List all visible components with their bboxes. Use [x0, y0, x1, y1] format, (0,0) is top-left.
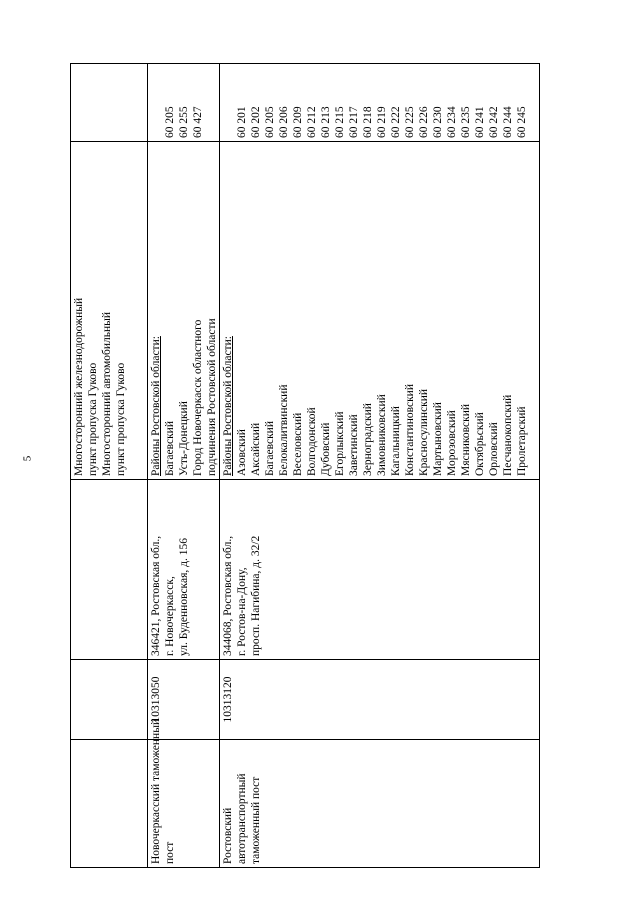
checkpoints-cell	[71, 142, 147, 480]
okato-code: 60 215	[334, 106, 346, 138]
okato-cell	[220, 62, 539, 142]
okato-code: 60 235	[460, 106, 472, 138]
address-cell	[220, 480, 539, 660]
table-row	[219, 63, 540, 868]
region-item: Песчанокопский	[502, 394, 514, 476]
okato-code: 60 206	[278, 106, 290, 138]
okato-code: 60 225	[404, 106, 416, 138]
post-name-cell	[220, 740, 539, 867]
region-item: Зимовниковский	[376, 394, 388, 476]
address-line: просп. Нагибина, д. 32/2	[250, 535, 262, 656]
region-item: Багаевский	[164, 421, 176, 476]
code-cell	[71, 660, 147, 740]
okato-code: 60 241	[474, 106, 486, 138]
table-container	[70, 63, 540, 868]
okato-code: 60 230	[432, 106, 444, 138]
region-item: Мартыновский	[432, 402, 444, 476]
region-item: Город Новочеркасск областного	[192, 319, 204, 476]
post-name-line: пост	[164, 841, 176, 864]
okato-code: 60 222	[390, 106, 402, 138]
region-item: Аксайский	[250, 422, 262, 476]
post-name-line: Ростовский	[222, 807, 234, 864]
region-item: Зерноградский	[362, 403, 374, 476]
region-item: Дубовский	[320, 422, 332, 476]
post-code: 10313050	[150, 676, 162, 723]
region-item: Мясниковский	[460, 403, 472, 476]
okato-code: 60 245	[516, 106, 528, 138]
post-name-cell	[71, 740, 147, 867]
okato-code: 60 242	[488, 106, 500, 138]
code-cell	[220, 660, 539, 740]
checkpoint-line: пункт пропуска Гуково	[115, 362, 127, 476]
region-item: Егорлыкский	[334, 411, 346, 476]
page-number: 5	[21, 455, 34, 462]
regions-cell	[148, 142, 219, 480]
okato-code: 60 201	[236, 106, 248, 138]
okato-code: 60 427	[192, 106, 204, 138]
region-item: Азовский	[236, 429, 248, 476]
code-cell	[148, 660, 219, 740]
checkpoint-line: Многосторонний автомобильный	[101, 311, 113, 476]
regions-header: Районы Ростовской области:	[150, 336, 162, 476]
region-item: Октябрьский	[474, 412, 486, 476]
region-item: Орловский	[488, 422, 500, 476]
checkpoint-line: пункт пропуска Гуково	[87, 362, 99, 476]
post-name-line: автотранспортный	[236, 773, 248, 864]
region-item: Багаевский	[264, 421, 276, 476]
okato-code: 60 234	[446, 106, 458, 138]
checkpoint-line: Многосторонний железнодорожный	[73, 297, 85, 476]
okato-code: 60 226	[418, 106, 430, 138]
table-row	[70, 63, 147, 868]
region-item: Волгодонской	[306, 407, 318, 476]
region-item: Красносулинский	[418, 388, 430, 476]
address-line: г. Ростов-на-Дону,	[236, 567, 248, 656]
address-cell	[71, 480, 147, 660]
post-name-line: Новочеркасский таможенный	[150, 718, 162, 864]
okato-code: 60 244	[502, 106, 514, 138]
address-cell	[148, 480, 219, 660]
address-line: 344068, Ростовская обл.,	[222, 535, 234, 656]
region-item: Кагальницкий	[390, 406, 402, 476]
address-line: 346421, Ростовская обл.,	[150, 535, 162, 656]
okato-code: 60 205	[264, 106, 276, 138]
okato-code: 60 218	[362, 106, 374, 138]
post-name-cell	[148, 718, 219, 867]
okato-code: 60 212	[306, 106, 318, 138]
okato-code: 60 217	[348, 106, 360, 138]
region-item: Морозовский	[446, 410, 458, 476]
table-row	[147, 63, 219, 868]
okato-code: 60 209	[292, 106, 304, 138]
region-item: подчинения Ростовской области	[206, 318, 218, 476]
region-item: Усть-Донецкий	[178, 401, 190, 476]
region-item: Заветинский	[348, 414, 360, 476]
okato-code: 60 213	[320, 106, 332, 138]
post-code: 10313120	[222, 676, 234, 723]
customs-table	[70, 63, 540, 868]
address-line: г. Новочеркасск,	[164, 576, 176, 656]
regions-cell	[220, 142, 539, 480]
okato-code: 60 202	[250, 106, 262, 138]
region-item: Белокалитвинский	[278, 384, 290, 476]
okato-code: 60 219	[376, 106, 388, 138]
okato-cell	[71, 62, 147, 142]
okato-cell	[148, 62, 219, 142]
region-item: Константиновский	[404, 384, 416, 476]
post-name-line: таможенный пост	[250, 776, 262, 864]
okato-code: 60 255	[178, 106, 190, 138]
address-line: ул. Буденновская, д. 156	[178, 538, 190, 656]
region-item: Веселовский	[292, 412, 304, 476]
regions-header: Районы Ростовской области:	[222, 336, 234, 476]
okato-code: 60 205	[164, 106, 176, 138]
region-item: Пролетарский	[516, 406, 528, 476]
